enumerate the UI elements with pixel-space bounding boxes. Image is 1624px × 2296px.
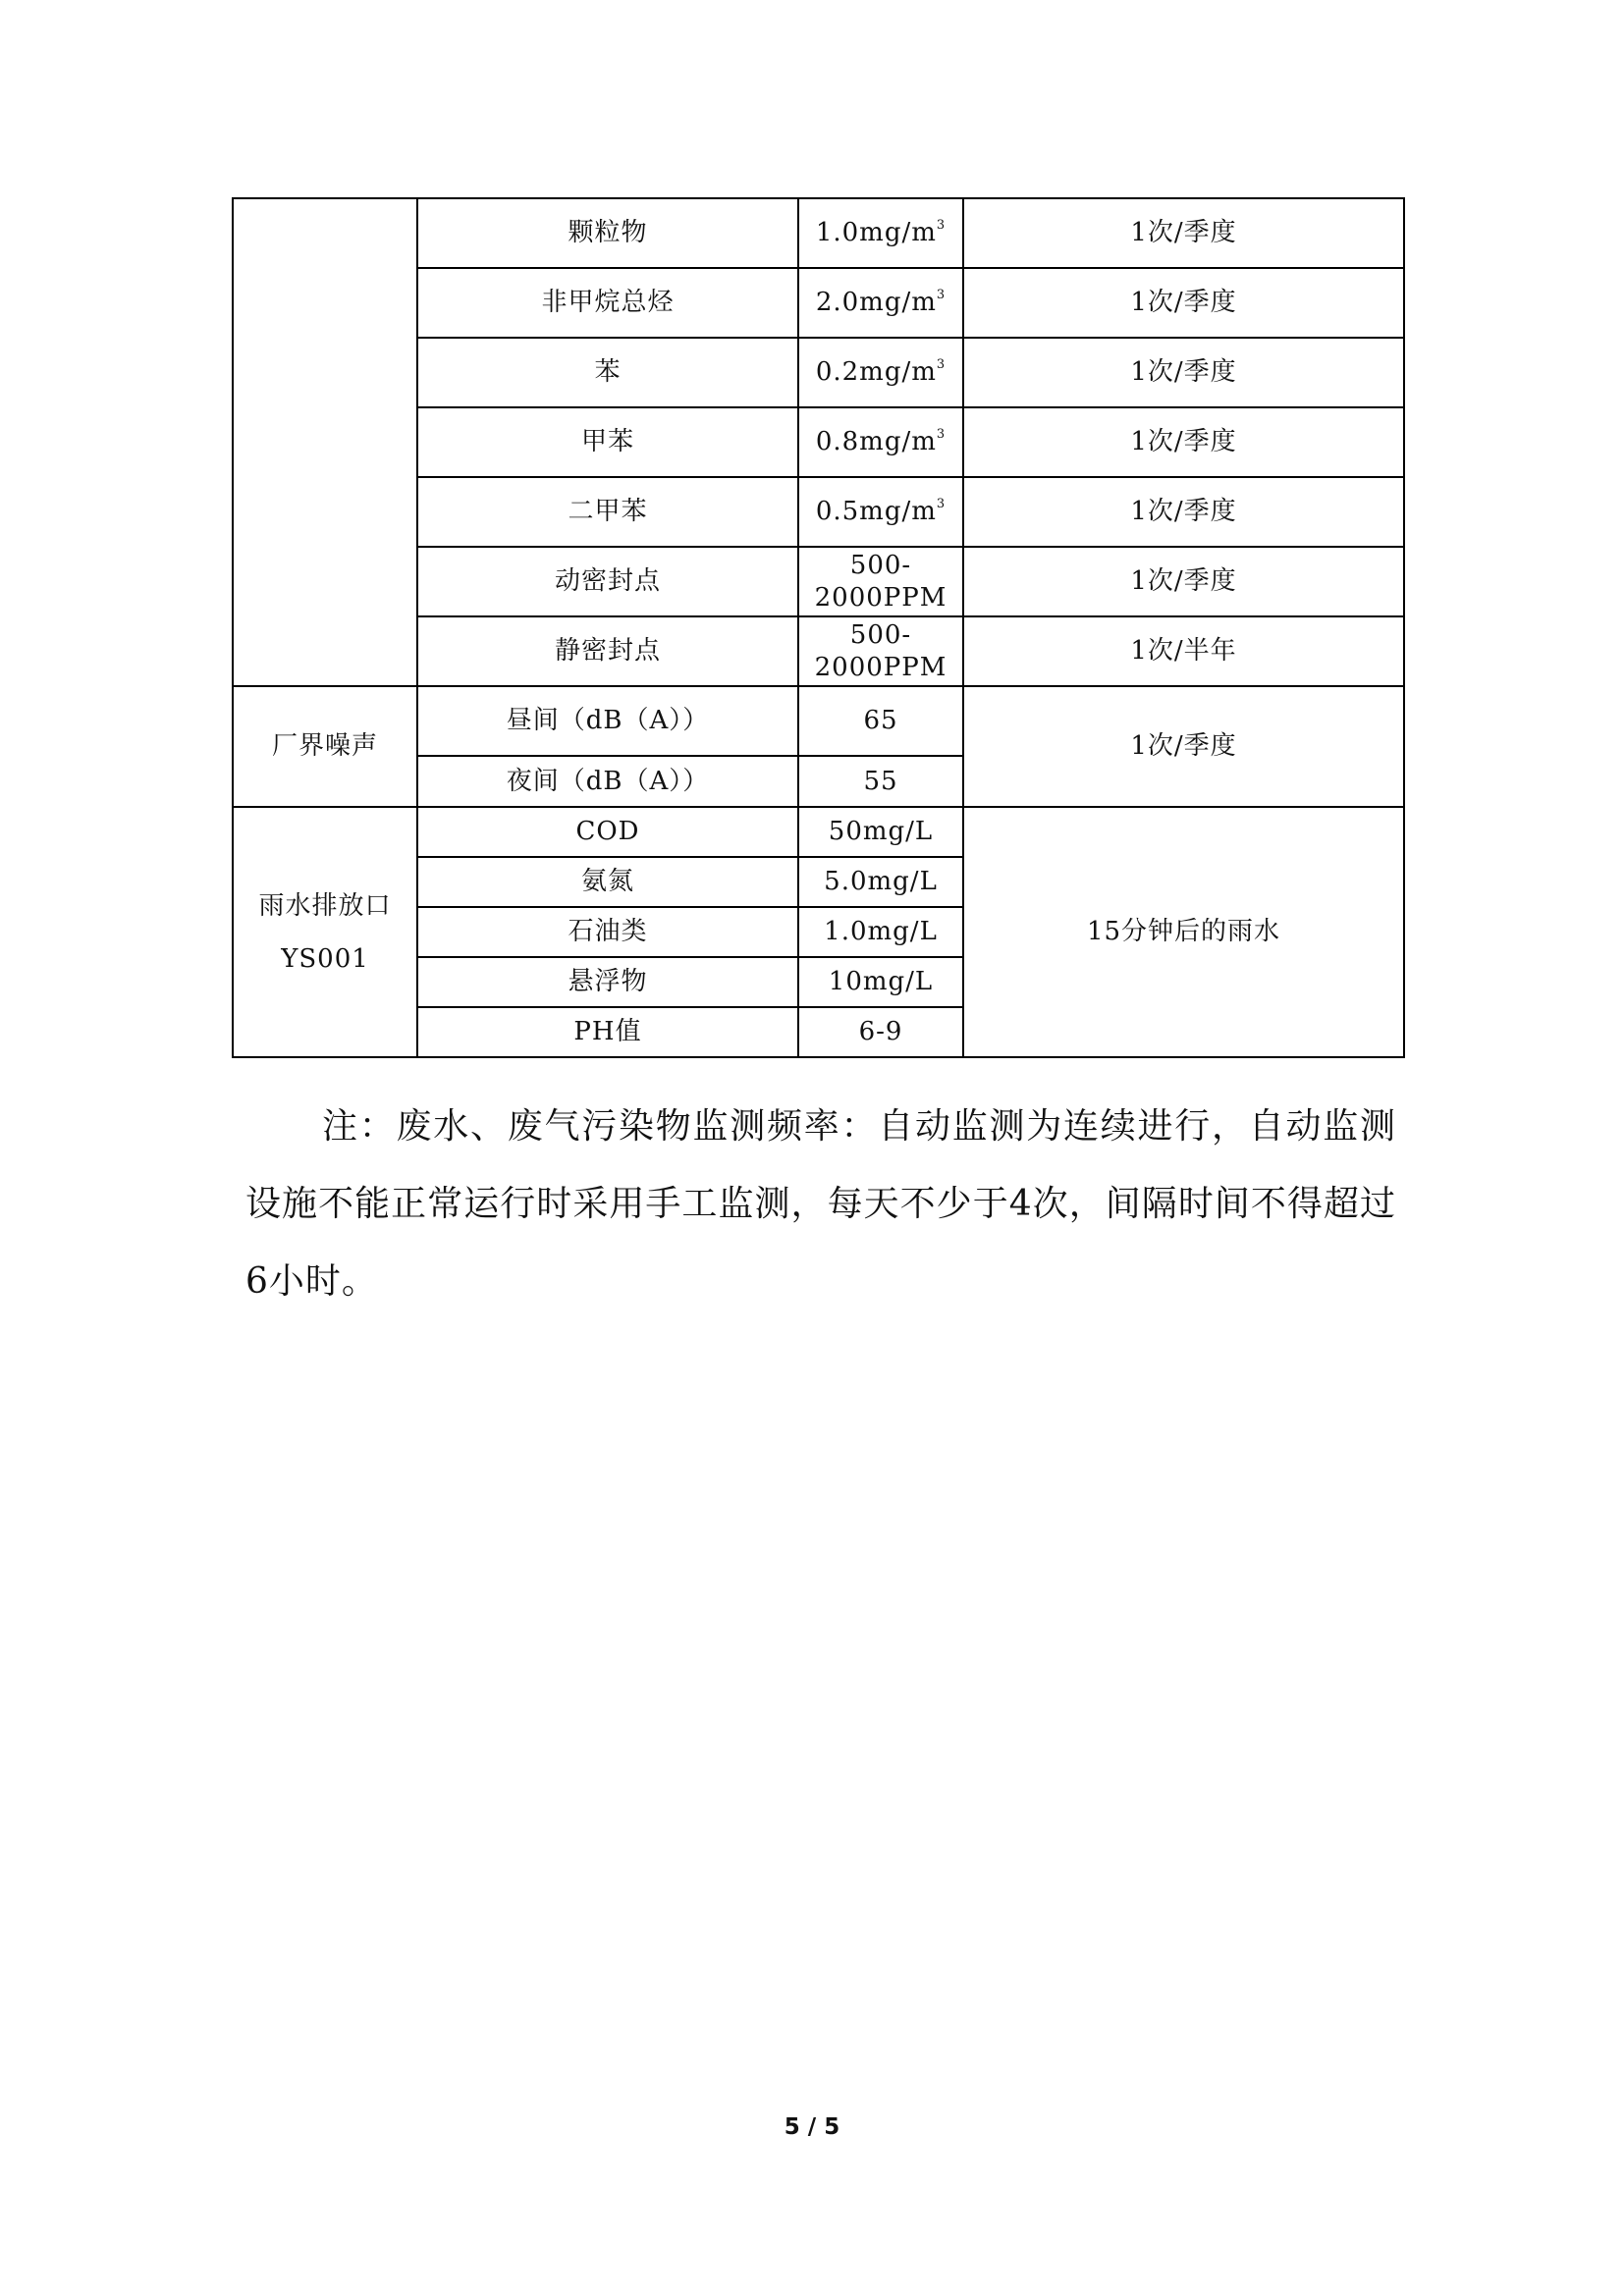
item-cell: 静密封点 bbox=[417, 616, 798, 686]
rain-category-line1: 雨水排放口 bbox=[258, 890, 392, 921]
limit-cell: $0.5mg/m^3$ bbox=[798, 477, 963, 547]
item-cell: 动密封点 bbox=[417, 547, 798, 616]
limit-cell: $2.0mg/m^3$ bbox=[798, 268, 963, 338]
limit-cell: $1.0mg/m^3$ bbox=[798, 198, 963, 268]
limit-cell: 1.0mg/L bbox=[798, 907, 963, 957]
frequency-cell: 1次/半年 bbox=[963, 616, 1404, 686]
limit-cell: 500-2000PPM bbox=[798, 547, 963, 616]
frequency-cell: 1次/季度 bbox=[963, 407, 1404, 477]
item-cell: 非甲烷总烃 bbox=[417, 268, 798, 338]
frequency-cell: 1次/季度 bbox=[963, 338, 1404, 407]
item-cell: 夜间（dB（A）） bbox=[417, 756, 798, 807]
limit-cell: 10mg/L bbox=[798, 957, 963, 1007]
monitoring-note: 注：废水、废气污染物监测频率：自动监测为连续进行，自动监测设施不能正常运行时采用手工监测，每天不少于4次，间隔时间不得超过6小时。 bbox=[245, 1106, 1396, 1302]
frequency-cell: 1次/季度 bbox=[963, 547, 1404, 616]
item-cell: 石油类 bbox=[417, 907, 798, 957]
limit-cell: $0.2mg/m^3$ bbox=[798, 338, 963, 407]
rain-category-line2: YS001 bbox=[281, 943, 369, 974]
frequency-cell: 1次/季度 bbox=[963, 686, 1404, 807]
limit-cell: 55 bbox=[798, 756, 963, 807]
limit-cell: 500-2000PPM bbox=[798, 616, 963, 686]
monitoring-table bbox=[232, 197, 1405, 1058]
frequency-cell: 1次/季度 bbox=[963, 198, 1404, 268]
frequency-cell: 1次/季度 bbox=[963, 268, 1404, 338]
item-cell: COD bbox=[417, 807, 798, 857]
rain-category-cell bbox=[233, 807, 417, 1057]
frequency-cell: 1次/季度 bbox=[963, 477, 1404, 547]
item-cell: 甲苯 bbox=[417, 407, 798, 477]
noise-category-cell: 厂界噪声 bbox=[233, 686, 417, 807]
air-category-cell bbox=[233, 198, 417, 686]
table-row bbox=[233, 807, 1404, 857]
limit-cell: 50mg/L bbox=[798, 807, 963, 857]
item-cell: 昼间（dB（A）） bbox=[417, 686, 798, 756]
table-row bbox=[233, 686, 1404, 756]
item-cell: 二甲苯 bbox=[417, 477, 798, 547]
limit-cell: $0.8mg/m^3$ bbox=[798, 407, 963, 477]
frequency-cell: 15分钟后的雨水 bbox=[963, 807, 1404, 1057]
item-cell: 颗粒物 bbox=[417, 198, 798, 268]
item-cell: PH值 bbox=[417, 1007, 798, 1057]
limit-cell: 65 bbox=[798, 686, 963, 756]
item-cell: 氨氮 bbox=[417, 857, 798, 907]
item-cell: 悬浮物 bbox=[417, 957, 798, 1007]
limit-cell: 5.0mg/L bbox=[798, 857, 963, 907]
table-row bbox=[233, 198, 1404, 268]
page-number: 5 / 5 bbox=[784, 2114, 840, 2140]
item-cell: 苯 bbox=[417, 338, 798, 407]
limit-cell: 6-9 bbox=[798, 1007, 963, 1057]
